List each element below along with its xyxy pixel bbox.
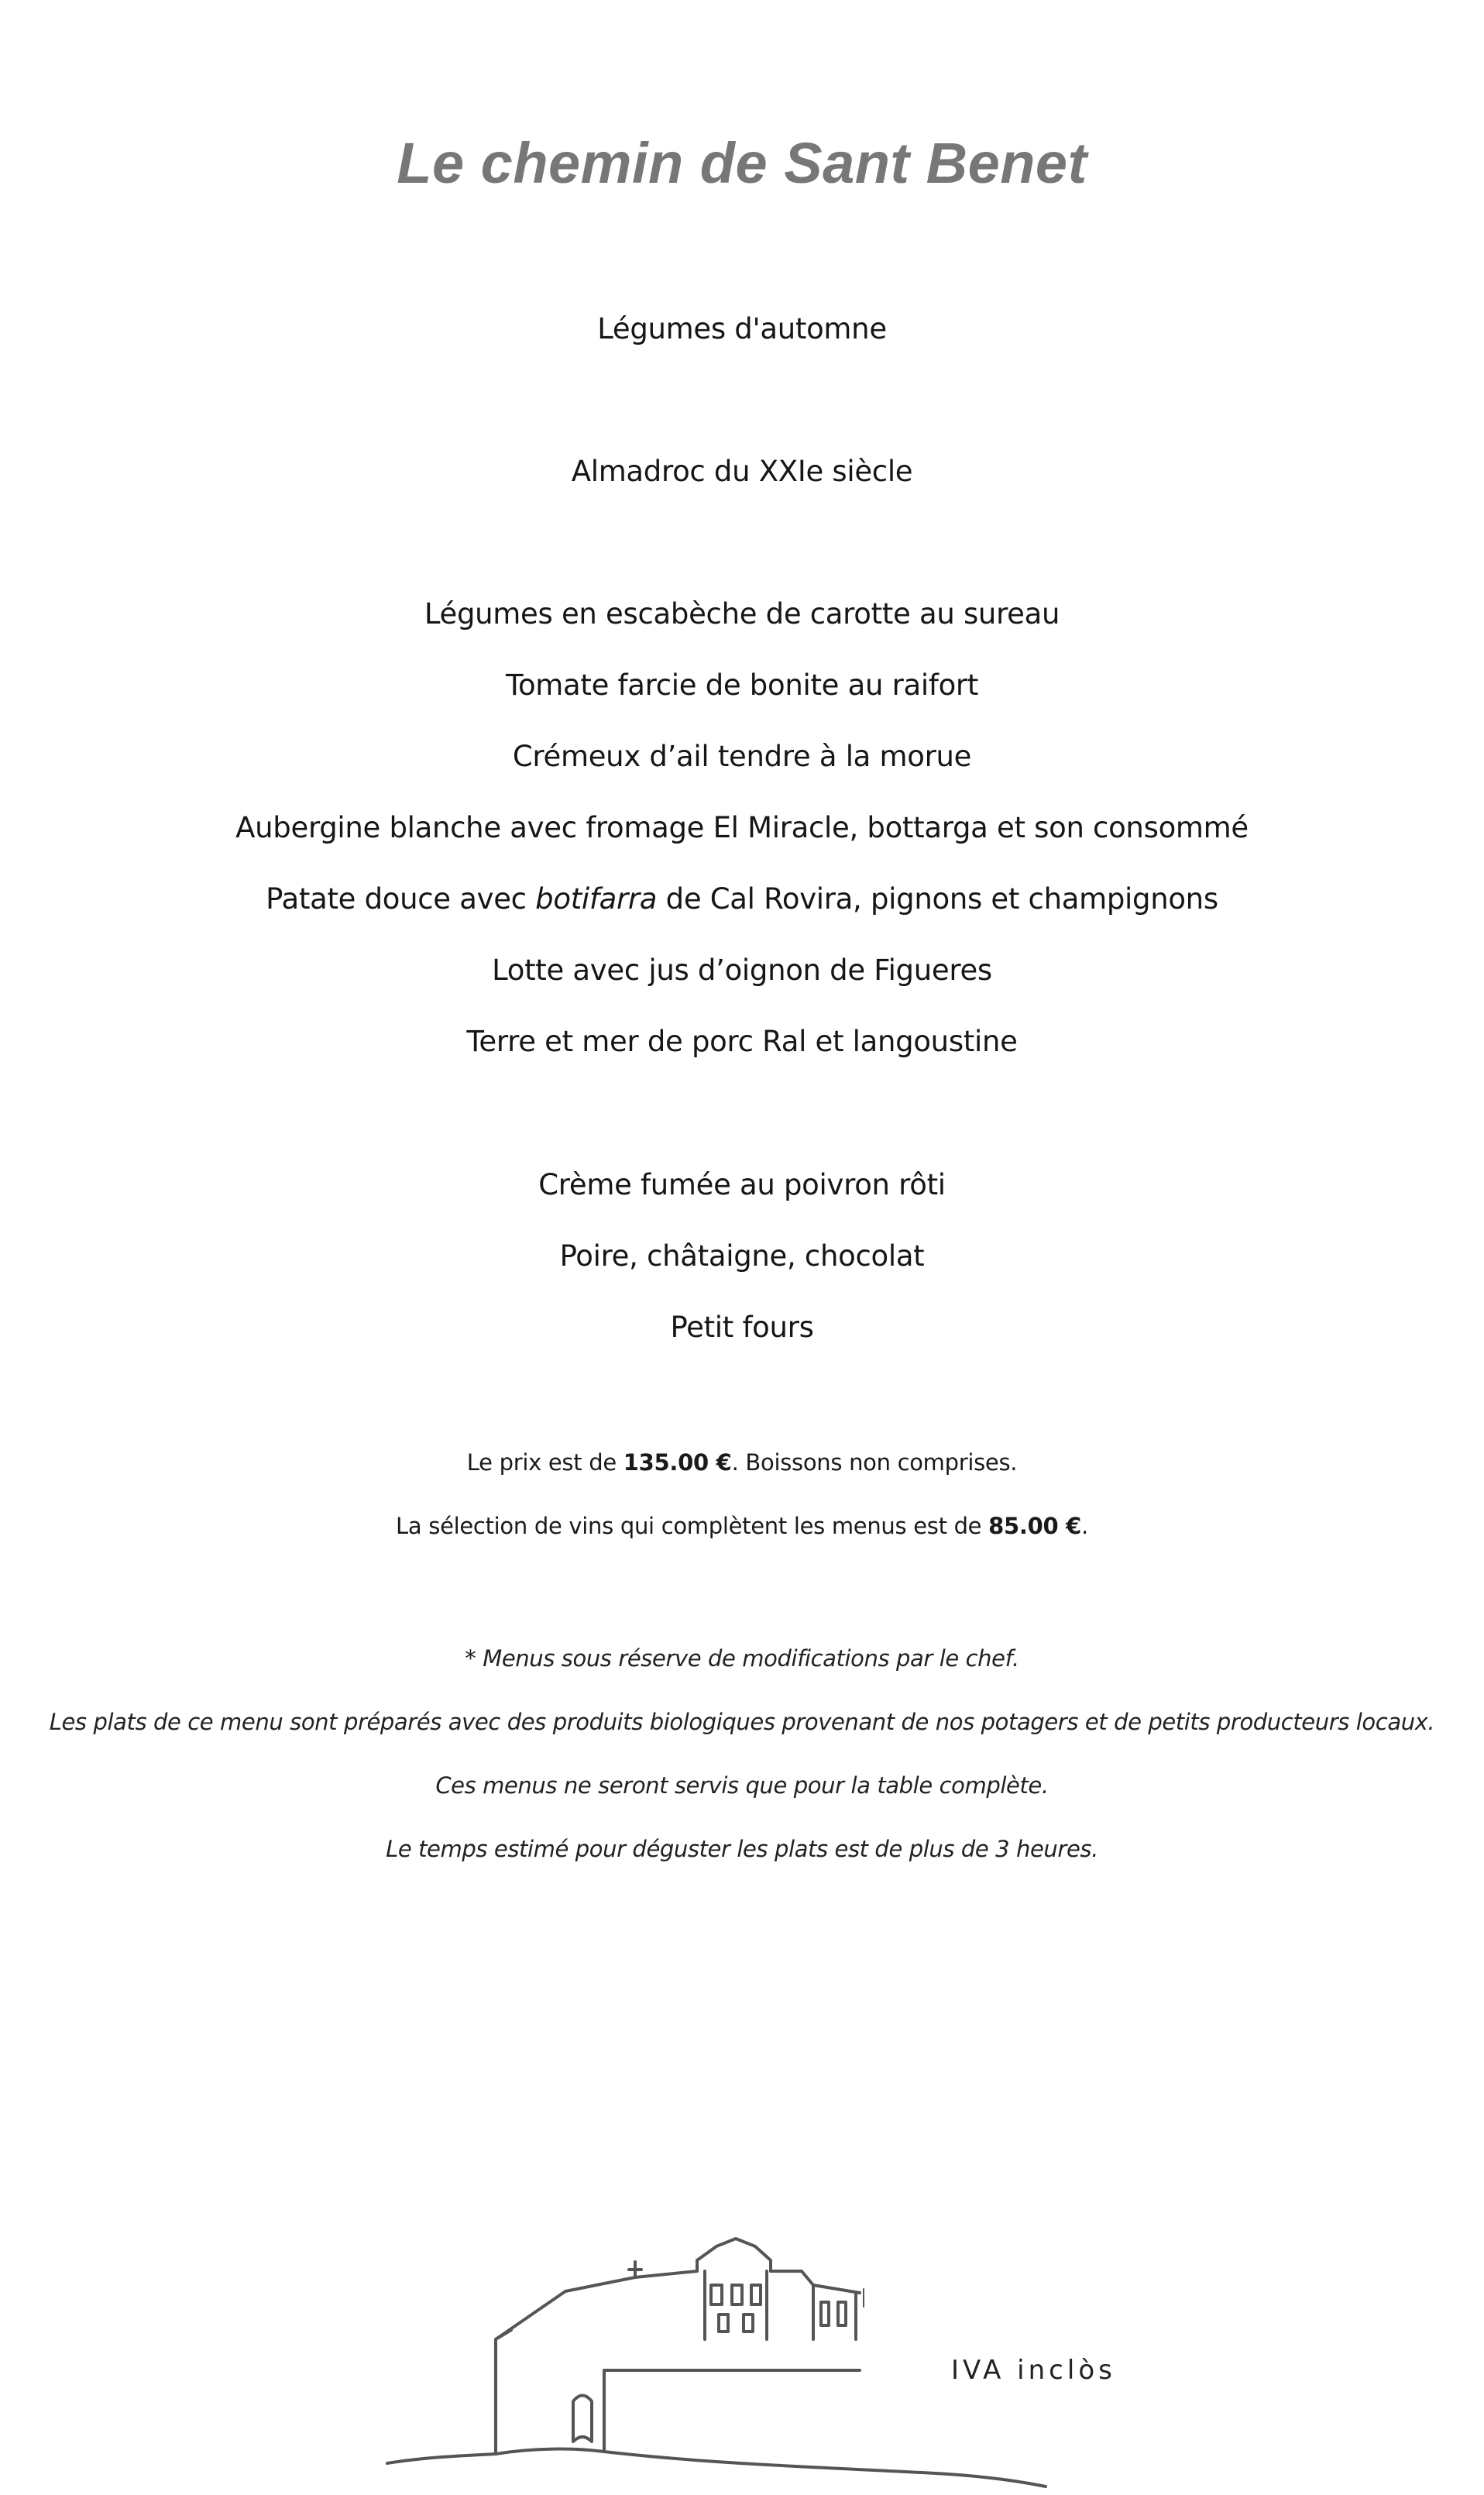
dish-6: Aubergine blanche avec fromage El Miracle, bottarga et son consommé	[235, 811, 1249, 844]
dish-3: Légumes en escabèche de carotte au sureau	[424, 597, 1060, 631]
wine-price-value: 85.00 €	[988, 1513, 1082, 1539]
wine-text-2: .	[1081, 1513, 1088, 1539]
dish-11: Poire, châtaigne, chocolat	[559, 1239, 925, 1273]
note-4: Le temps estimé pour déguster les plats est de plus de 3 heures.	[386, 1836, 1098, 1862]
note-2: Les plats de ce menu sont préparés avec des produits biologiques provenant de nos potagers et de petits producteurs locaux.	[49, 1709, 1435, 1735]
wine-line	[0, 1513, 1484, 1539]
price-text-2: . Boissons non comprises.	[731, 1449, 1018, 1476]
note-1: * Menus sous réserve de modifications par le chef.	[465, 1645, 1019, 1672]
dish-2: Almadroc du XXIe siècle	[571, 455, 913, 488]
dish-4: Tomate farcie de bonite au raifort	[505, 668, 979, 702]
dish-12: Petit fours	[670, 1311, 814, 1344]
dish-7-italic: botifarra	[535, 882, 658, 916]
dish-8: Lotte avec jus d’oignon de Figueres	[492, 954, 992, 987]
price-value: 135.00 €	[623, 1449, 732, 1476]
dish-7	[0, 882, 1484, 916]
dish-10: Crème fumée au poivron rôti	[538, 1168, 946, 1201]
dish-9: Terre et mer de porc Ral et langoustine	[466, 1025, 1018, 1058]
price-line	[0, 1449, 1484, 1476]
dish-5: Crémeux d’ail tendre à la morue	[512, 740, 972, 773]
menu-title: Le chemin de Sant Benet	[397, 131, 1087, 195]
dish-7-part-2: de Cal Rovira, pignons et champignons	[657, 882, 1218, 916]
wine-text-1: La sélection de vins qui complètent les menus est de	[396, 1513, 989, 1539]
note-3: Ces menus ne seront servis que pour la table complète.	[435, 1772, 1049, 1799]
iva-notice: IVA inclòs	[951, 2355, 1116, 2386]
dish-1: Légumes d'automne	[597, 312, 887, 345]
price-text-1: Le prix est de	[466, 1449, 623, 1476]
dish-7-part-1: Patate douce avec	[266, 882, 536, 916]
